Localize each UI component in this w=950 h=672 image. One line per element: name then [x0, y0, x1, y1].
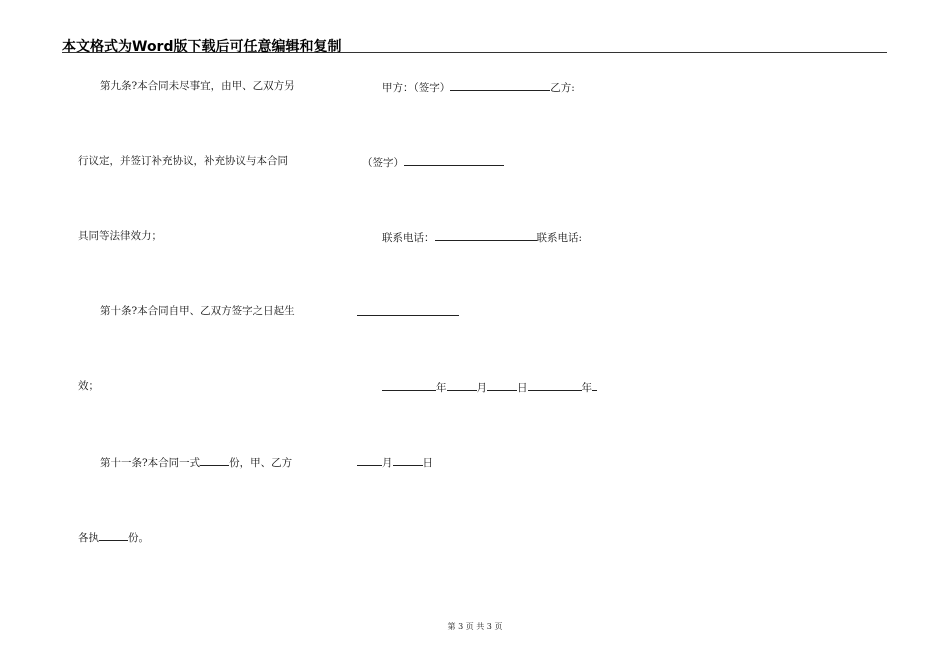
clause-9-line-2: 行议定，并签订补充协议，补充协议与本合同: [78, 155, 288, 167]
month-a-blank: [447, 379, 477, 391]
clause-11-line-1: [100, 454, 292, 470]
party-b-signature-blank: [404, 154, 504, 166]
day-b-label: 日: [422, 457, 433, 469]
copies-blank: [200, 454, 229, 466]
year-a-blank: [382, 379, 436, 391]
phone-label-a: 联系电话：: [382, 232, 435, 244]
date-line-1: [382, 379, 597, 395]
clause-9-line-1: 第九条?本合同未尽事宜，由甲、乙双方另: [100, 80, 295, 92]
day-b-blank: [393, 454, 423, 466]
month-b-label: 月: [382, 457, 393, 469]
day-a-label: 日: [517, 382, 528, 394]
phone-b-line: [357, 304, 459, 320]
party-a-label: 甲方：（签字）: [382, 82, 451, 94]
clause-11-text-b: 份，甲、乙方: [229, 457, 293, 469]
document-header: 本文格式为Word版下载后可任意编辑和复制: [62, 39, 342, 55]
party-b-sign-label: （签字）: [362, 157, 404, 169]
clause-11-text-a: 第十一条?本合同一式: [100, 457, 201, 469]
clause-9-line-3: 具同等法律效力；: [78, 230, 162, 242]
month-a-label: 月: [476, 382, 487, 394]
clause-11-line-2: [78, 529, 149, 545]
party-b-signature-line: [362, 154, 504, 170]
year-b-blank: [528, 379, 582, 391]
party-signature-line: [382, 79, 575, 95]
header-rule: [62, 52, 887, 53]
clause-11-text-c: 各执: [78, 532, 99, 544]
day-a-blank: [487, 379, 517, 391]
phone-b-blank: [357, 304, 459, 316]
page-footer: 第 3 页 共 3 页: [447, 622, 503, 631]
month-b-lead-blank: [357, 454, 382, 466]
phone-a-blank: [435, 229, 537, 241]
trailing-blank: [592, 379, 597, 391]
clause-11-text-d: 份。: [128, 532, 149, 544]
party-b-label: 乙方:: [550, 82, 575, 94]
phone-label-b: 联系电话:: [536, 232, 583, 244]
clause-10-line-2: 效；: [78, 380, 99, 392]
party-a-signature-blank: [450, 79, 550, 91]
each-copies-blank: [99, 529, 128, 541]
phone-line: [382, 229, 582, 245]
year-b-label: 年: [581, 382, 592, 394]
year-a-label: 年: [436, 382, 447, 394]
clause-10-line-1: 第十条?本合同自甲、乙双方签字之日起生: [100, 305, 295, 317]
date-line-2: [357, 454, 433, 470]
